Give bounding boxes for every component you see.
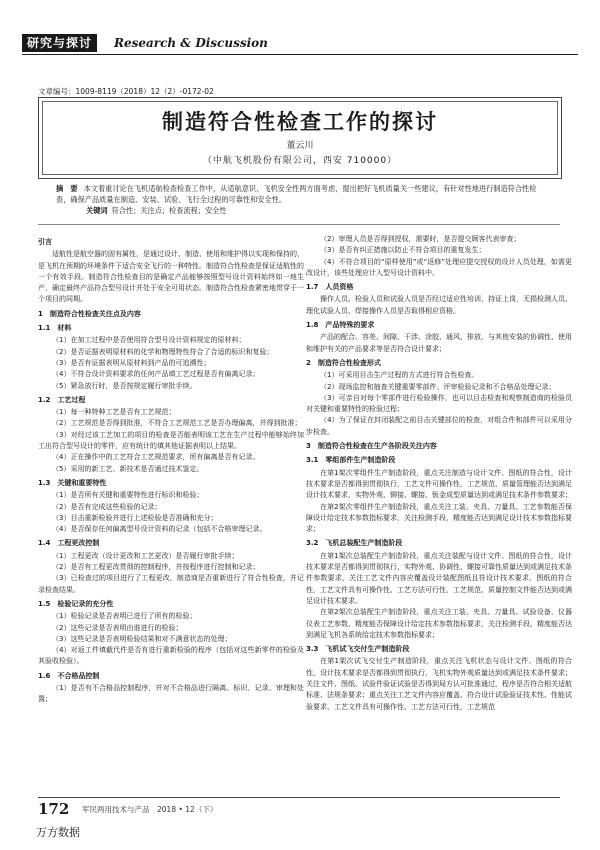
column-label-en: Research & Discussion <box>114 36 268 50</box>
title-box <box>38 97 562 179</box>
paragraph: 在第2架次总装配生产制造阶段，重点关注工装、夹具、刀量具、试验设备、仪器仪表工艺参数、精度能否保障设计给定技术参数指标要求，关注检测手段、精度能否达到满足飞机各系统给定技术参数指标要求； <box>306 608 572 639</box>
paragraph: （1）检验记录是否表明已进行了所有的检验； <box>52 612 197 621</box>
abstract-label: 摘 要 <box>56 184 78 193</box>
paragraph: （1）在加工过程中是否使用符合型号设计资料规定的原材料； <box>52 336 246 345</box>
paragraph: （4）不符合项目的“原样使用”或“返修”处理应提交授权的设计人员处理，如需更改设计，该些处理应计入型号设计资料中。 <box>306 257 572 277</box>
paragraph: （2）工艺规范是否得到批准，不符合工艺规范工艺是否办理偏离，并得到批准； <box>52 419 302 428</box>
paragraph: （3）可亲自对每个零部件进行检验操作，也可以目击检查和观察制造商的检验员对关键和重要特性的检验过程； <box>306 393 572 414</box>
paragraph: （4）正在操作中的工艺符合工艺规范要求，所有偏离是否有记录。 <box>52 453 260 462</box>
keywords-text: 符合性；关注点；检查流程；安全性 <box>111 206 227 215</box>
author: 董云川 <box>286 141 314 151</box>
journal-name: 军民两用技术与产品 2018 • 12（下） <box>82 805 218 814</box>
abstract-text: 本文着重讨论在飞机适航检查检查工作中，从适航意识、飞机安全性两方面考虑，提出把好飞机质量关一些建议，有针对性地进行制造符合性检查，确保产品质量在制造、安装、试验、飞行全过程的可靠性和安全性。 <box>56 184 537 204</box>
paragraph: （4）对返工件填截代件是否有进行重新检验的程序（包括对这些新零件的检验及其验收检验）。 <box>38 646 304 666</box>
paragraph: （3）已检查过的项目进行了工程更改，制造商是否重新进行了符合性检查，并记录检查结果。 <box>38 574 304 594</box>
section-heading: 1.7 人员资格 <box>306 283 354 292</box>
watermark: 万方数据 <box>36 826 80 839</box>
journal-header <box>22 34 578 55</box>
section-heading: 1 制造符合性检查关注点及内容 <box>38 309 141 318</box>
paragraph: （4）是否保存任何偏离型号设计资料的记录（包括不合格审理记录。 <box>52 525 267 534</box>
paragraph: （4）为了保证在封闭装配之前目击关键部位的检查，对组合件和部件可以采用分步检查。 <box>306 416 572 436</box>
paragraph: （3）是否有证据表明从原材料到产品的可追溯性； <box>52 358 211 367</box>
paragraph: （1）是否所有关键和重要特性进行标识和检验； <box>52 491 204 500</box>
paragraph: 操作人员、检验人员和试验人员是否经过适应性培训，持证上岗，无损检测人员、理化试验人员、焊接操作人员是否取得相应资格。 <box>306 295 572 315</box>
paragraph: （5）采用的新工艺、新技术是否通过技术鉴定。 <box>52 464 204 473</box>
paragraph: （3）是否有纠正措施以防止不符合项目的重复发生； <box>320 246 486 255</box>
section-heading: 3 制造符合性检查在生产各阶段关注内容 <box>306 442 437 451</box>
paragraph: 产品的配合、容差、间隙、干涉、涂胶、通风、排放、与其他安装的协调性、使用和维护有关的产品要求等是否符合设计要求； <box>306 333 572 353</box>
paragraph: （2）审理人员是否得到授权，需要时，是否提交顾客代表审查； <box>320 235 521 243</box>
body-column-right <box>306 234 572 713</box>
section-heading: 3.3 飞机试飞交付生产制造阶段 <box>306 645 410 654</box>
divider <box>38 224 560 225</box>
paragraph: （2）是否有完成这些检验的记录； <box>52 502 162 511</box>
paragraph: 在第1架次试飞交付生产制造阶段，重点关注飞机状态与设计文件、图纸的符合性，设计技术要求是否都得到贯彻执行，飞机实物外观质量达到或满足技术条件要求；关注文件、图纸、试验件验证试验是否得到局方认可批准通过，程序是否符合相关适航标准、法规条要求；重点关注工艺文件内容应覆盖、符合设计试验验证技术性、性能试验要求，工艺文件具有可操作性、工艺方法可行性，工艺规范 <box>306 657 572 711</box>
section-heading: 引言 <box>38 238 52 246</box>
paragraph: （4）不符合设计资料要求的任何产品填工艺过程是否有偏离记录； <box>52 370 260 379</box>
section-heading: 1.8 产品特殊的要求 <box>306 321 375 330</box>
paragraph: （3）这些记录是否表明检验结果和对不满意状态的处理； <box>52 634 232 643</box>
paragraph: （1）是否有不合格品控制程序，并对不合格品进行隔离、标识、记录、审理和处置； <box>38 683 304 704</box>
column-label: 研究与探讨 <box>22 34 97 52</box>
affiliation: （中航飞机股份有限公司，西安 710000） <box>202 156 398 166</box>
paragraph: 在第1架次零组件生产制造阶段，重点关注制造与设计文件、图纸的符合性，设计技术要求是否都得到贯彻执行，工艺文件可操作性，工艺规范、质量管理能否达到满足设计技术要求，实物外观、铆接、螺接、钣金成型质量达到或满足技术条件参数要求； <box>306 468 572 500</box>
paragraph: （1）可采用目击生产过程的方式进行符合性检查。 <box>320 371 479 380</box>
paragraph: （5）紧急放行时，是否按规定履行审批手续。 <box>52 381 197 390</box>
paragraph: （2）现场监控和抽查关键重要零部件、评审检验记录和不合格品处理记录； <box>320 382 556 391</box>
section-heading: 3.2 飞机总装配生产制造阶段 <box>306 539 403 548</box>
keywords <box>86 206 227 216</box>
paragraph: 适航性是航空器的固有属性，是通过设计、制造、使用和维护得以实现和保持的，是飞机在预期的环境条件下适合安全飞行的一种特性。制造符合性检查是保证适航性的一个有效手段。制造符合性检查目的是确定产品能够按照型号设计资料始终如一地生产，确定最终产品符合型号设计并处于安全可用状态。制造符合性检查紧密地贯穿于一个项目的同期。 <box>38 250 304 304</box>
section-heading: 1.5 检验记录的充分性 <box>38 599 114 608</box>
paragraph: （3）目击重新检验并进行上述检验是否准确和充分； <box>52 513 218 522</box>
keywords-label: 关键词 <box>86 206 108 215</box>
section-heading: 1.1 材料 <box>38 324 72 333</box>
page-number: 172 <box>38 800 70 818</box>
section-heading: 2 制造符合性检查形式 <box>306 358 381 367</box>
section-heading: 3.1 零组部件生产制造阶段 <box>306 456 396 465</box>
footer-rule <box>38 797 560 798</box>
paragraph: （3）对经过该工艺加工的项目的检查是否能表明该工艺在生产过程中能够始终加工出符合型号设计的零件，应有统计的填其他证据表明以上结果。 <box>38 430 304 451</box>
paragraph: （2）是否有工程更改贯彻的控制程序，并按程序进行控制和记录； <box>52 563 260 572</box>
paragraph: 在第1架次总装配生产制造阶段，重点关注装配与设计文件、图纸的符合性，设计技术要求是否都得到贯彻执行，实物外观、协调性、螺接可靠性质量达到或满足技术条件参数要求，关注工艺文件内容应覆盖设计装配图纸且符设计技术要求，图纸的符合性，工艺文件具有可操作性、工艺方法可行性，工艺规范、质量控制文件能否达到或满足设计技术要求。 <box>306 551 572 605</box>
article-title: 制造符合性检查工作的探讨 <box>162 109 438 134</box>
section-heading: 1.3 关键和重要特性 <box>38 478 107 487</box>
section-heading: 1.4 工程更改控制 <box>38 539 100 548</box>
body-column-left <box>38 234 304 706</box>
paragraph: （1）工程更改（设计更改和工艺更改）是否履行审批手续； <box>52 551 239 560</box>
paragraph: （1）每一种特种工艺是否有工艺规范； <box>52 408 176 417</box>
article-number: 文章编号：1009-8119（2018）12（2）-0172-02 <box>38 87 214 96</box>
paragraph: （2）这些记录是否表明由谁进行的检验； <box>52 623 183 632</box>
section-heading: 1.6 不合格品控制 <box>38 671 100 680</box>
abstract <box>56 184 546 205</box>
paragraph: 在第2架次零组件生产制造阶段，重点关注工装、夹具、刀量具、工艺参数能否保障设计给定技术参数指标要求，关注检测手段、精度能否达到满足设计技术参数指标要求； <box>306 502 572 534</box>
paragraph: （2）是否证据表明原材料的化学和物理特性符合了合适的标识和复验； <box>52 347 274 356</box>
section-heading: 1.2 工艺过程 <box>38 395 86 404</box>
